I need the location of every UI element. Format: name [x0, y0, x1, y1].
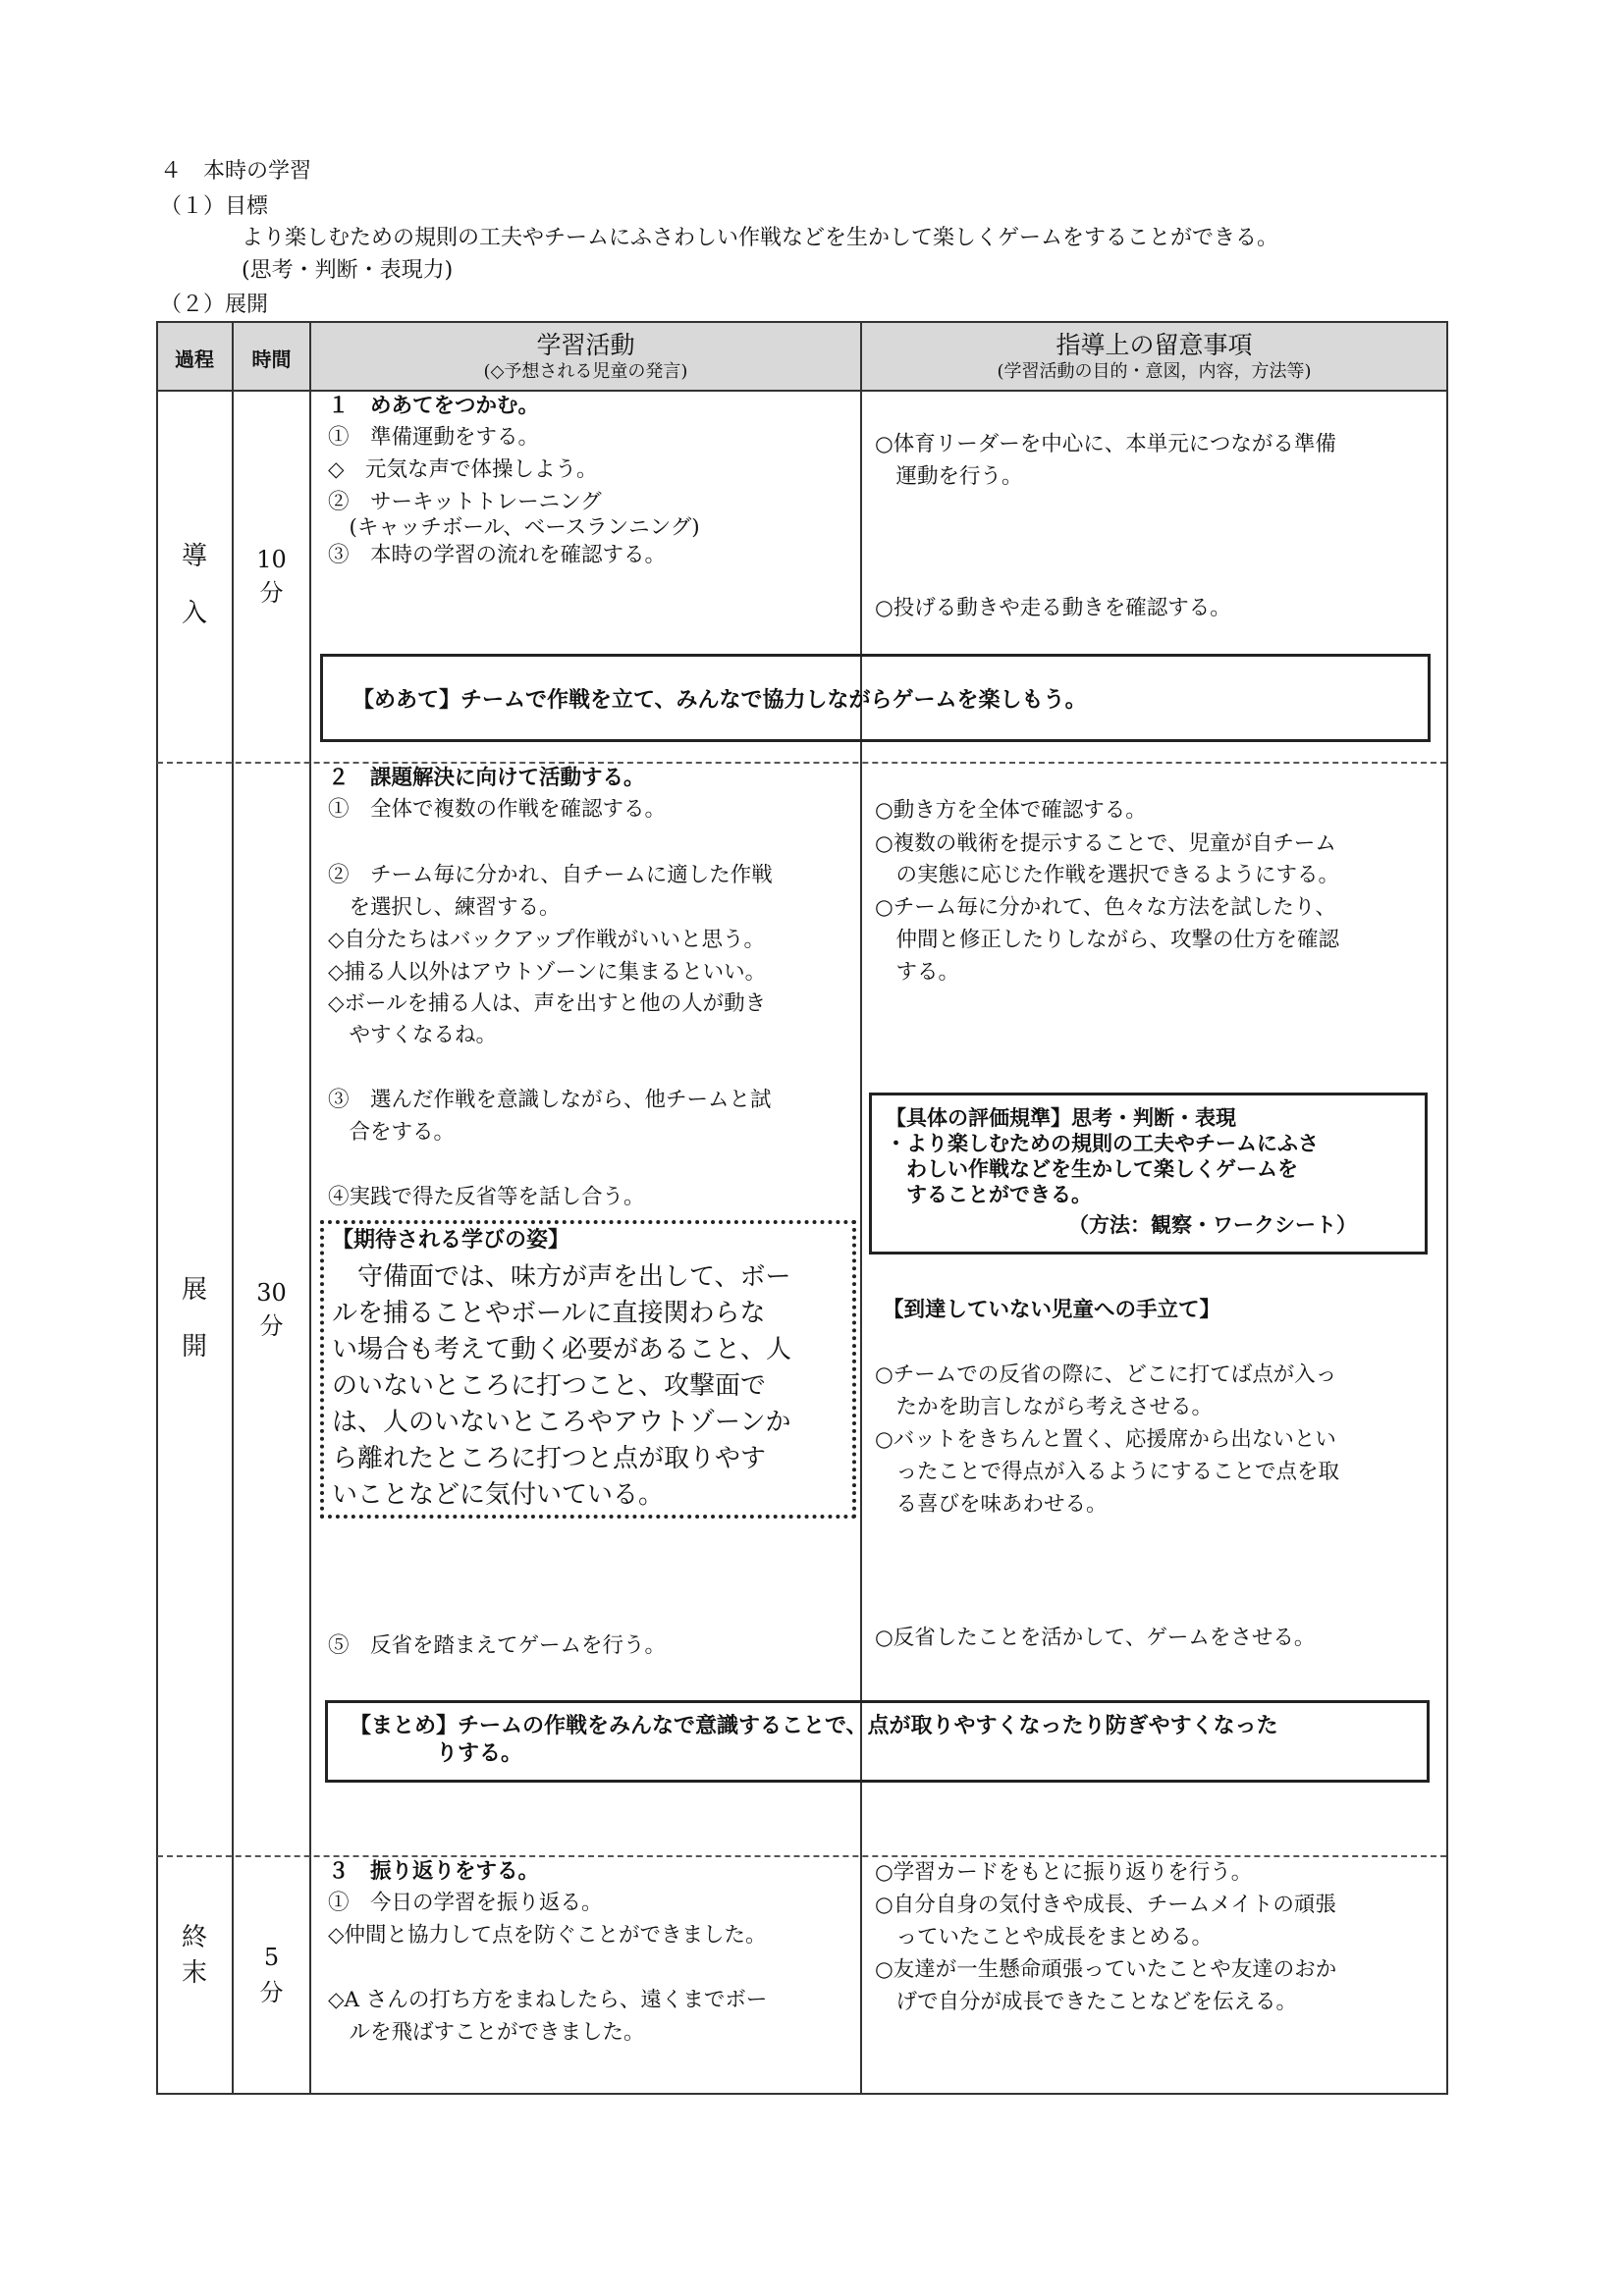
- expected-learning-box: [320, 1220, 856, 1519]
- end-activity-title: ３ 振り返りをする。: [328, 1859, 540, 1884]
- list-item: げで自分が成長できたことなどを伝える。: [875, 1990, 1298, 2014]
- intro-time: 10 分: [256, 546, 287, 607]
- end-process: 終 末: [181, 1923, 207, 1988]
- list-item: ◇仲間と協力して点を防ぐことができました。: [328, 1923, 767, 1948]
- list-item: ルを飛ばすことができました。: [328, 2020, 645, 2045]
- list-item: ○バットをきちんと置く、応援席から出ないとい: [875, 1427, 1336, 1452]
- list-item: する。: [875, 960, 960, 985]
- list-item: ◇自分たちはバックアップ作戦がいいと思う。: [328, 928, 766, 952]
- list-item: の実態に応じた作戦を選択できるようにする。: [875, 863, 1340, 887]
- list-item: ◇ 元気な声で体操しよう。: [328, 457, 598, 482]
- list-item: ○動き方を全体で確認する。: [875, 798, 1147, 823]
- list-item: ◇ボールを捕る人は、声を出すと他の人が動き: [328, 991, 767, 1016]
- list-item: ◇捕る人以外はアウトゾーンに集まるといい。: [328, 960, 767, 985]
- list-item: ⑤ 反省を踏まえてゲームを行う。: [328, 1633, 667, 1658]
- support-title: 【到達していない児童への手立て】: [883, 1298, 1221, 1322]
- expected-learning-text: 守備面では、味方が声を出して、ボー ルを捕ることやボールに直接関わらな い場合も考えて動く必要があること、人 のいないところに打つこと、攻撃面で は、人のいないところやアウトゾーンか ら離れたところに打つと点が取りやす いことなどに気付いている。: [332, 1262, 792, 1510]
- list-item: る喜びを味あわせる。: [875, 1492, 1108, 1517]
- list-item: ③ 本時の学習の流れを確認する。: [328, 543, 667, 567]
- summary-box: 【まとめ】チームの作戦をみんなで意識することで、点が取りやすくなったり防ぎやすくなった りする。: [325, 1700, 1430, 1783]
- evaluation-box: 【具体の評価規準】思考・判断・表現 ・より楽しむための規則の工夫やチームにふさ わしい作戦などを生かして楽しくゲームを することができる。 （方法：観察・ワークシート）: [869, 1093, 1428, 1255]
- header-notes: 指導上の留意事項: [1056, 331, 1253, 359]
- list-item: たかを助言しながら考えさせる。: [875, 1395, 1214, 1419]
- list-item: 運動を行う。: [875, 464, 1023, 489]
- section-heading: ４ 本時の学習: [160, 159, 312, 184]
- list-item: 合をする。: [328, 1120, 456, 1145]
- list-item: ④実践で得た反省等を話し合う。: [328, 1185, 645, 1209]
- list-item: ○学習カードをもとに振り返りを行う。: [875, 1860, 1253, 1885]
- header-notes-sub: (学習活動の目的・意図，内容，方法等): [997, 361, 1312, 382]
- list-item: やすくなるね。: [328, 1023, 498, 1047]
- goal-label: （１）目標: [160, 194, 269, 219]
- list-item: 仲間と修正したりしながら、攻撃の仕方を確認: [875, 928, 1340, 952]
- list-item: ○投げる動きや走る動きを確認する。: [875, 596, 1231, 620]
- intro-process: 導 入: [181, 542, 207, 628]
- list-item: っていたことや成長をまとめる。: [875, 1925, 1214, 1949]
- list-item: (キャッチボール、ベースランニング): [328, 515, 700, 540]
- list-item: ったことで得点が入るようにすることで点を取: [875, 1460, 1340, 1484]
- develop-label: （２）展開: [160, 293, 269, 317]
- develop-process: 展 開: [181, 1275, 207, 1362]
- intro-activity-title: １ めあてをつかむ。: [328, 394, 540, 418]
- list-item: を選択し、練習する。: [328, 895, 561, 920]
- header-activity: 学習活動: [536, 331, 635, 359]
- list-item: ○複数の戦術を提示することで、児童が自チーム: [875, 831, 1336, 856]
- header-process: 過程: [175, 347, 214, 371]
- list-item: ② サーキットトレーニング: [328, 490, 602, 514]
- goal-text: より楽しむための規則の工夫やチームにふさわしい作戦などを生かして楽しくゲームをすることができる。: [242, 226, 1279, 250]
- expected-learning-title: 【期待される学びの姿】: [332, 1228, 570, 1253]
- list-item: ○体育リーダーを中心に、本単元につながる準備: [875, 432, 1336, 456]
- end-time: 5 分: [259, 1944, 284, 2006]
- list-item: ○友達が一生懸命頑張っていたことや友達のおか: [875, 1957, 1337, 1982]
- list-item: ① 全体で複数の作戦を確認する。: [328, 797, 667, 822]
- develop-activity-title: ２ 課題解決に向けて活動する。: [328, 766, 645, 790]
- goal-note: (思考・判断・表現力): [242, 258, 454, 283]
- list-item: ○自分自身の気付きや成長、チームメイトの頑張: [875, 1893, 1336, 1917]
- list-item: ① 今日の学習を振り返る。: [328, 1891, 603, 1915]
- list-item: ○チームでの反省の際に、どこに打てば点が入っ: [875, 1362, 1337, 1387]
- header-activity-sub: (◇予想される児童の発言): [483, 361, 688, 382]
- list-item: ○チーム毎に分かれて、色々な方法を試したり、: [875, 895, 1336, 920]
- develop-time: 30 分: [256, 1279, 287, 1340]
- list-item: ◇A さんの打ち方をまねしたら、遠くまでボー: [328, 1988, 768, 2012]
- list-item: ③ 選んだ作戦を意識しながら、他チームと試: [328, 1088, 772, 1112]
- header-time: 時間: [251, 347, 292, 371]
- list-item: ② チーム毎に分かれ、自チームに適した作戦: [328, 863, 773, 887]
- goal-box: 【めあて】チームで作戦を立て、みんなで協力しながらゲームを楽しもう。: [320, 654, 1431, 742]
- list-item: ① 準備運動をする。: [328, 425, 540, 450]
- list-item: ○反省したことを活かして、ゲームをさせる。: [875, 1626, 1316, 1650]
